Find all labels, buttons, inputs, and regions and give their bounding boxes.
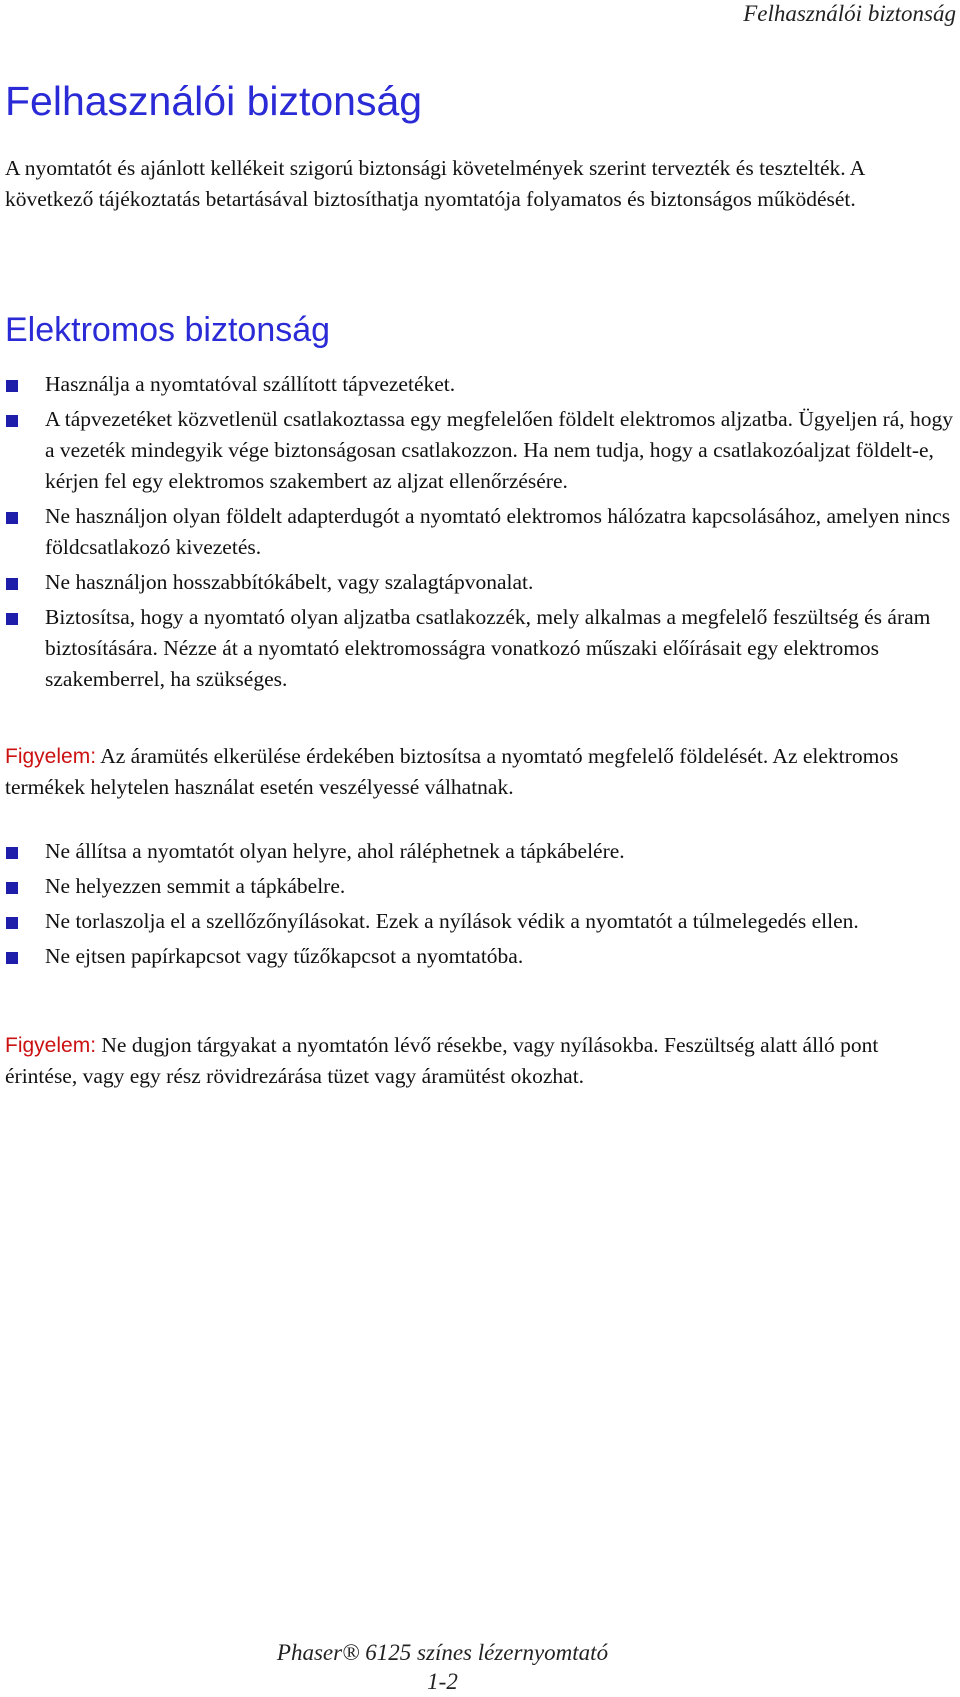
- general-safety-list: [0, 836, 960, 976]
- bullet-square-icon: [6, 512, 18, 524]
- bullet-square-icon: [6, 613, 18, 625]
- list-item-text: Ne használjon hosszabbítókábelt, vagy szalagtápvonalat.: [45, 570, 534, 594]
- electrical-safety-list: [0, 369, 960, 699]
- warning-note-grounding: [5, 741, 950, 803]
- list-item-text: Ne használjon olyan földelt adapterdugót a nyomtató elektromos hálózatra kapcsolásához, amelyen nincs földcsatlakozó kivezetés.: [45, 504, 951, 559]
- bullet-square-icon: [6, 578, 18, 590]
- warning-text: Az áramütés elkerülése érdekében biztosítsa a nyomtató megfelelő földelését. Az elektromos termékek helytelen használat esetén veszélyessé válhatnak.: [5, 744, 899, 799]
- bullet-square-icon: [6, 847, 18, 859]
- list-item-text: Használja a nyomtatóval szállított tápvezetéket.: [45, 372, 456, 396]
- page-title: Felhasználói biztonság: [5, 78, 423, 124]
- bullet-square-icon: [6, 917, 18, 929]
- warning-label: Figyelem:: [5, 1034, 97, 1057]
- list-item: [0, 369, 957, 400]
- list-item: [0, 941, 957, 972]
- list-item: [0, 602, 957, 695]
- list-item-text: Ne helyezzen semmit a tápkábelre.: [45, 874, 346, 898]
- bullet-square-icon: [6, 952, 18, 964]
- list-item: [0, 906, 957, 937]
- list-item-text: Ne állítsa a nyomtatót olyan helyre, ahol ráléphetnek a tápkábelére.: [45, 839, 625, 863]
- intro-paragraph: A nyomtatót és ajánlott kellékeit szigorú biztonsági követelmények szerint tervezték és tesztelték. A következő tájékoztatás betartásával biztosíthatja nyomtatója folyamatos és biztonságos működését.: [5, 156, 865, 211]
- bullet-square-icon: [6, 882, 18, 894]
- running-header: Felhasználói biztonság: [743, 1, 956, 26]
- list-item-text: Ne torlaszolja el a szellőzőnyílásokat. Ezek a nyílások védik a nyomtatót a túlmelegedés ellen.: [45, 909, 859, 933]
- warning-text: Ne dugjon tárgyakat a nyomtatón lévő résekbe, vagy nyílásokba. Feszültség alatt álló pont érintése, vagy egy rész rövidrezárása tüzet vagy áramütést okozhat.: [5, 1033, 879, 1088]
- warning-note-openings: [5, 1030, 950, 1092]
- bullet-square-icon: [6, 415, 18, 427]
- list-item-text: Ne ejtsen papírkapcsot vagy tűzőkapcsot a nyomtatóba.: [45, 944, 524, 968]
- list-item: [0, 501, 957, 563]
- list-item: [0, 567, 957, 598]
- footer-page-number: 1-2: [427, 1669, 458, 1694]
- list-item: [0, 836, 957, 867]
- list-item: [0, 871, 957, 902]
- list-item-text: A tápvezetéket közvetlenül csatlakoztassa egy megfelelően földelt elektromos aljzatba. Ügyeljen rá, hogy a vezeték mindegyik vége biztonságosan csatlakozzon. Ha nem tudja, hogy a csatlakozóaljzat földelt-e, kérjen fel egy elektromos szakembert az aljzat ellenőrzésére.: [45, 407, 954, 493]
- footer-product-name: Phaser® 6125 színes lézernyomtató: [276, 1640, 609, 1665]
- list-item: [0, 404, 957, 497]
- list-item-text: Biztosítsa, hogy a nyomtató olyan aljzatba csatlakozzék, mely alkalmas a megfelelő feszültség és áram biztosítására. Nézze át a nyomtató elektromosságra vonatkozó műszaki előírásait egy elektromos szakemberrel, ha szükséges.: [45, 605, 931, 691]
- warning-label: Figyelem:: [5, 745, 97, 768]
- bullet-square-icon: [6, 380, 18, 392]
- section-heading-electrical-safety: Elektromos biztonság: [5, 311, 331, 349]
